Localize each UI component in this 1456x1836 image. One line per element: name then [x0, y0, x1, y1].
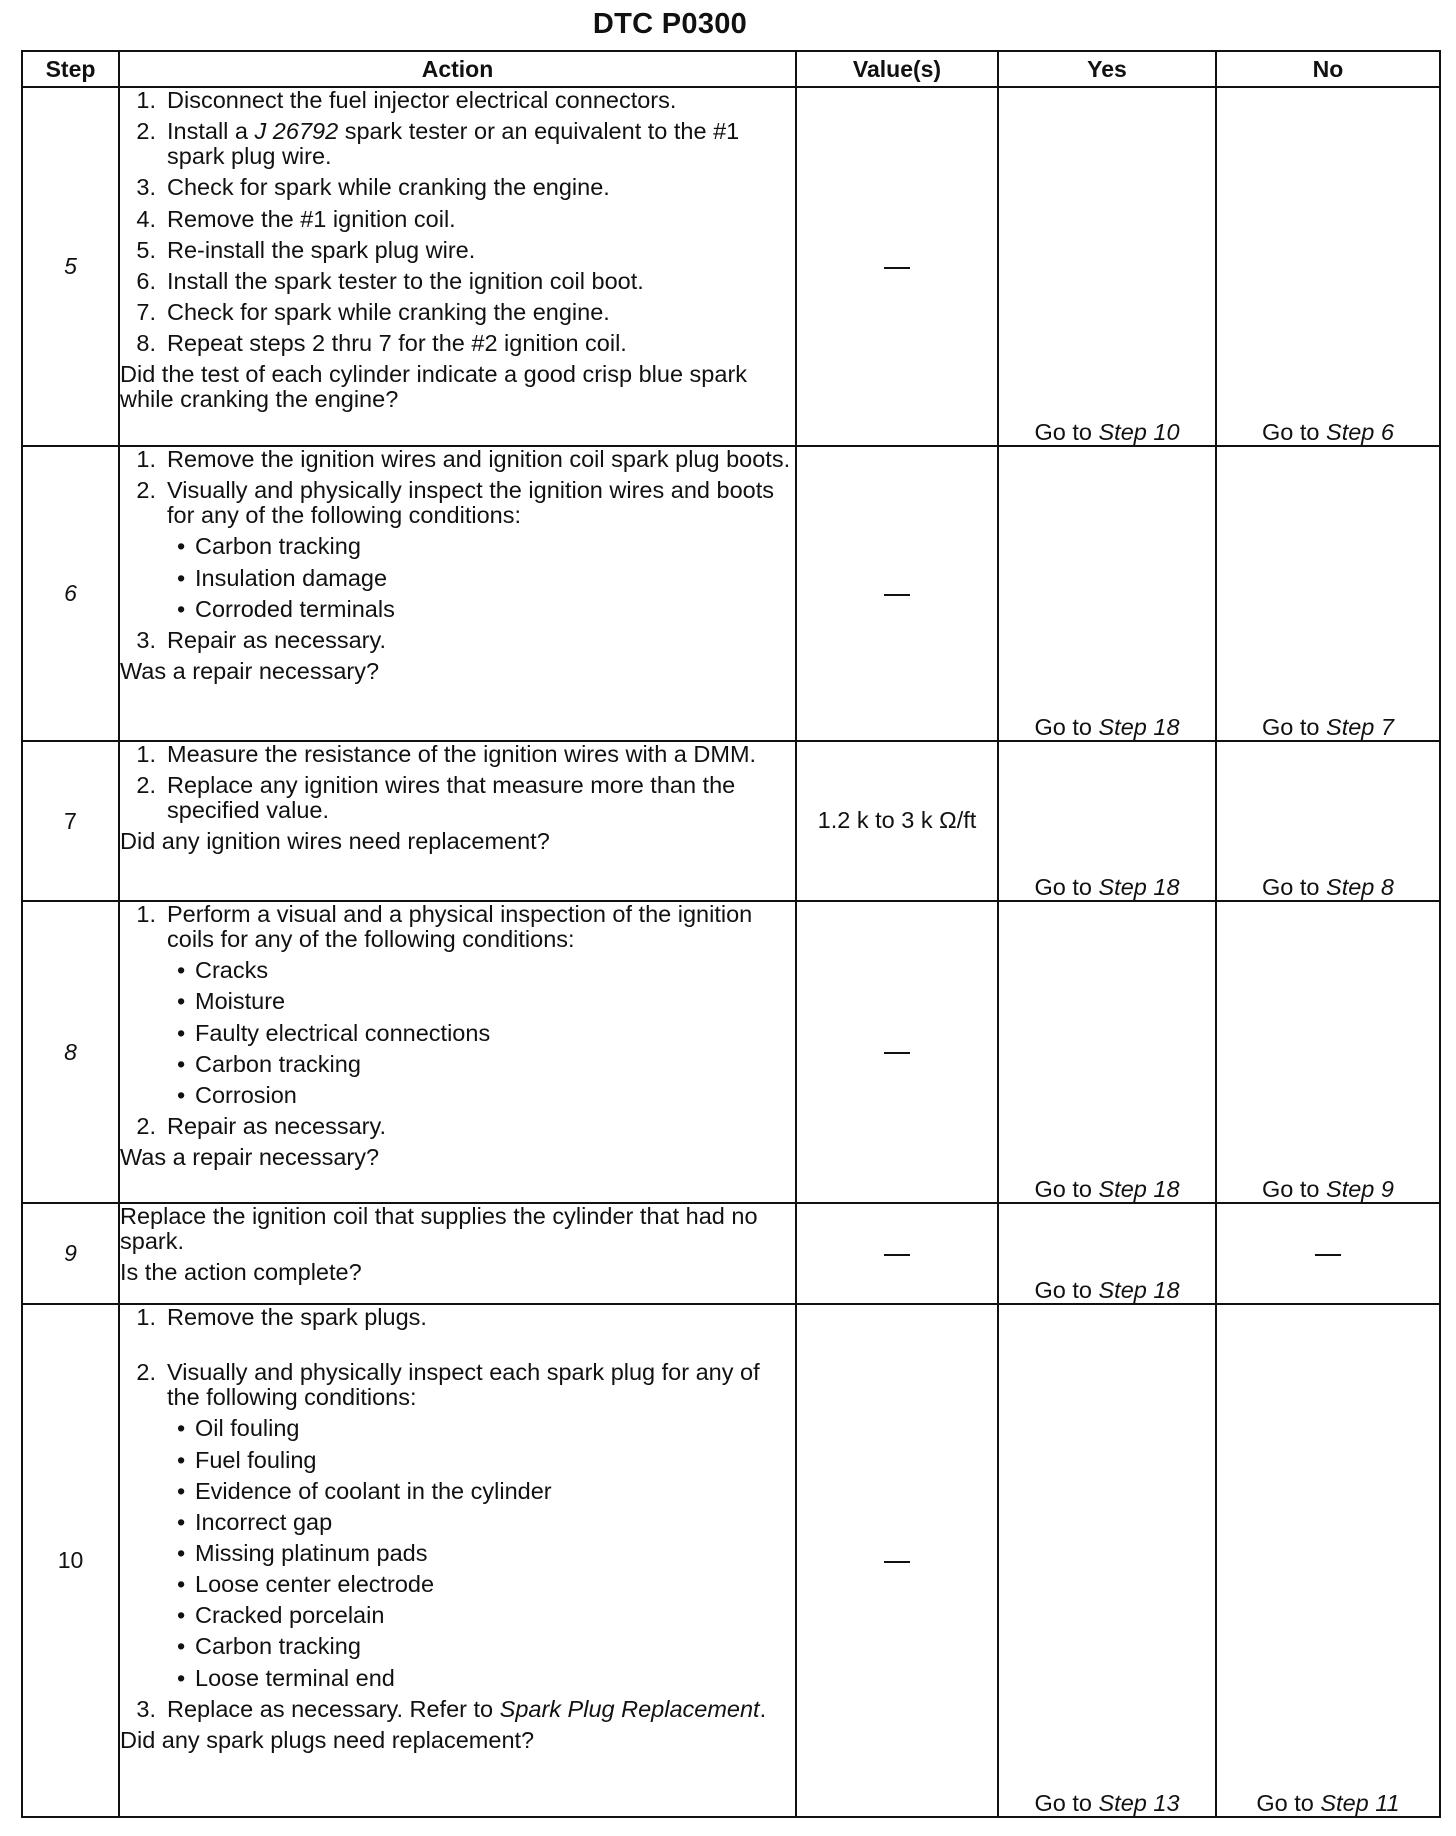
action-question: Was a repair necessary? [120, 657, 380, 684]
step-number: 7 [22, 741, 119, 901]
dash-mark [884, 594, 910, 596]
condition-bullet: • Oil fouling [177, 1415, 300, 1442]
yes-cell: Go to Step 18 [998, 1203, 1216, 1304]
no-cell: Go to Step 8 [1216, 741, 1440, 901]
action-item: 2. Replace any ignition wires that measure more than the specified value. [136, 772, 736, 824]
action-question: Did any ignition wires need replacement? [120, 828, 550, 855]
value-cell [796, 446, 998, 741]
action-item: 2. Install a J 26792 spark tester or an equivalent to the #1 spark plug wire. [136, 118, 740, 170]
action-cell [119, 901, 796, 1203]
condition-bullet: • Faulty electrical connections [177, 1019, 491, 1046]
table-header-row [22, 51, 1440, 87]
condition-bullet: • Cracks [177, 957, 269, 984]
action-item: 8. Repeat steps 2 thru 7 for the #2 ignition coil. [136, 330, 627, 357]
column-header-step: Step [22, 51, 119, 87]
condition-bullet: • Fuel fouling [177, 1446, 317, 1473]
action-cell [119, 1203, 796, 1304]
condition-bullet: • Loose center electrode [177, 1571, 435, 1598]
condition-bullet: • Corroded terminals [177, 595, 395, 622]
diagnostic-table [21, 50, 1441, 1818]
action-item: 1. Measure the resistance of the ignition wires with a DMM. [136, 741, 757, 767]
column-header-no: No [1216, 51, 1440, 87]
dash-mark [1315, 1254, 1341, 1256]
step-number: 5 [22, 87, 119, 446]
yes-step-link: Step 18 [1098, 873, 1180, 900]
action-item: 2. Visually and physically inspect the ignition wires and boots for any of the following conditions: [136, 477, 774, 529]
table-row [22, 1304, 1440, 1817]
yes-cell: Go to Step 18 [998, 741, 1216, 901]
no-cell [1216, 1203, 1440, 1304]
yes-step-link: Step 18 [1098, 1175, 1180, 1202]
column-header-values: Value(s) [796, 51, 998, 87]
yes-step-link: Step 18 [1098, 1276, 1180, 1303]
action-question: Did any spark plugs need replacement? [120, 1726, 535, 1753]
no-step-link: Step 7 [1326, 713, 1394, 740]
condition-bullet: • Carbon tracking [177, 1050, 361, 1077]
condition-bullet: • Cracked porcelain [177, 1602, 385, 1629]
table-row [22, 446, 1440, 741]
condition-bullet: • Loose terminal end [177, 1664, 395, 1691]
column-header-action: Action [119, 51, 796, 87]
procedure-reference: Spark Plug Replacement [499, 1695, 760, 1722]
action-item: 3. Repair as necessary. [136, 626, 386, 653]
action-item: 5. Re-install the spark plug wire. [136, 236, 476, 263]
action-cell [119, 741, 796, 901]
action-item: 1. Remove the spark plugs. [136, 1304, 427, 1330]
yes-step-link: Step 13 [1098, 1789, 1180, 1816]
value-cell [796, 1203, 998, 1304]
condition-bullet: • Corrosion [177, 1081, 297, 1108]
action-item: 2. Visually and physically inspect each spark plug for any of the following conditions: [136, 1359, 760, 1411]
action-question: Was a repair necessary? [120, 1144, 380, 1171]
table-row [22, 741, 1440, 901]
action-item: 2. Repair as necessary. [136, 1112, 386, 1139]
condition-bullet: • Carbon tracking [177, 533, 361, 560]
yes-cell: Go to Step 18 [998, 446, 1216, 741]
value-cell: 1.2 k to 3 k Ω/ft [796, 741, 998, 901]
no-step-link: Step 8 [1326, 873, 1394, 900]
no-step-link: Step 9 [1326, 1175, 1394, 1202]
action-item: 6. Install the spark tester to the ignition coil boot. [136, 267, 644, 294]
condition-bullet: • Evidence of coolant in the cylinder [177, 1477, 552, 1504]
action-cell [119, 87, 796, 446]
no-cell: Go to Step 9 [1216, 901, 1440, 1203]
yes-step-link: Step 18 [1098, 713, 1180, 740]
table-row [22, 1203, 1440, 1304]
value-cell [796, 1304, 998, 1817]
step-number: 8 [22, 901, 119, 1203]
tool-reference: J 26792 [254, 118, 339, 145]
action-item: Replace the ignition coil that supplies the cylinder that had no spark. [120, 1203, 758, 1255]
condition-bullet: • Moisture [177, 988, 286, 1015]
document-title: DTC P0300 [592, 8, 748, 40]
action-item: 3. Check for spark while cranking the engine. [136, 174, 610, 201]
action-item: 7. Check for spark while cranking the engine. [136, 298, 610, 325]
step-number: 9 [22, 1203, 119, 1304]
yes-cell: Go to Step 10 [998, 87, 1216, 446]
dash-mark [884, 1052, 910, 1054]
action-item: 3. Replace as necessary. Refer to Spark Plug Replacement. [136, 1695, 767, 1722]
table-row [22, 901, 1440, 1203]
condition-bullet: • Missing platinum pads [177, 1539, 428, 1566]
column-header-yes: Yes [998, 51, 1216, 87]
action-item: 1. Remove the ignition wires and ignition coil spark plug boots. [136, 446, 791, 472]
condition-bullet: • Insulation damage [177, 564, 388, 591]
dash-mark [884, 1561, 910, 1563]
condition-bullet: • Carbon tracking [177, 1633, 361, 1660]
step-number: 6 [22, 446, 119, 741]
action-question: Is the action complete? [120, 1259, 362, 1286]
action-cell [119, 1304, 796, 1817]
yes-step-link: Step 10 [1098, 418, 1180, 445]
table-row [22, 87, 1440, 446]
action-item: 1. Disconnect the fuel injector electrical connectors. [136, 87, 677, 113]
no-cell: Go to Step 7 [1216, 446, 1440, 741]
action-cell [119, 446, 796, 741]
value-cell [796, 87, 998, 446]
no-cell: Go to Step 11 [1216, 1304, 1440, 1817]
action-question: Did the test of each cylinder indicate a good crisp blue spark while cranking the engine? [120, 361, 748, 413]
dash-mark [884, 1254, 910, 1256]
yes-cell: Go to Step 13 [998, 1304, 1216, 1817]
no-cell: Go to Step 6 [1216, 87, 1440, 446]
action-item: 1. Perform a visual and a physical inspection of the ignition coils for any of the following conditions: [136, 901, 753, 953]
step-number: 10 [22, 1304, 119, 1817]
dash-mark [884, 267, 910, 269]
action-item: 4. Remove the #1 ignition coil. [136, 205, 456, 232]
value-cell [796, 901, 998, 1203]
no-step-link: Step 11 [1320, 1789, 1400, 1816]
yes-cell: Go to Step 18 [998, 901, 1216, 1203]
no-step-link: Step 6 [1326, 418, 1394, 445]
condition-bullet: • Incorrect gap [177, 1508, 333, 1535]
